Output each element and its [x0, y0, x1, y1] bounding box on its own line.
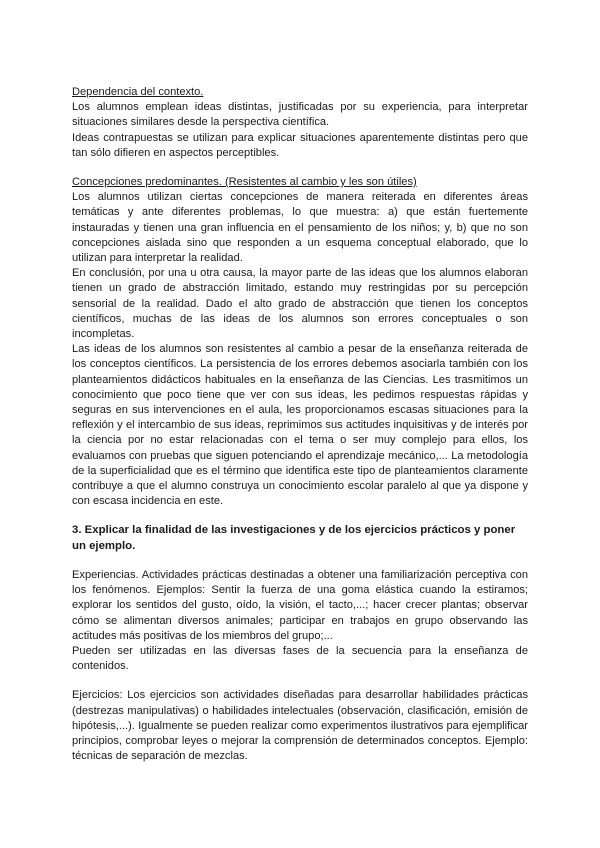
- paragraph: Ejercicios: Los ejercicios son actividades diseñadas para desarrollar habilidades prácticas (destrezas manipulativas) o habilidades intelectuales (observación, clasificación, emisión de hipótesis,...). Igualmente se pueden realizar como experimentos ilustrativos para ejemplificar principios, comprobar leyes o mejorar la comprensión de determinados conceptos. Ejemplo: técnicas de separación de mezclas.: [72, 689, 528, 763]
- paragraph: Ideas contrapuestas se utilizan para explicar situaciones aparentemente distintas pero que tan sólo difieren en aspectos perceptibles.: [72, 131, 528, 159]
- section-heading-conceptions: Concepciones predominantes. (Resistentes al cambio y les son útiles): [72, 176, 417, 189]
- document-body: [72, 85, 528, 764]
- paragraph: En conclusión, por una u otra causa, la mayor parte de las ideas que los alumnos elaboran tienen un grado de abstracción limitado, estando muy restringidas por su percepción sensorial de la realidad. Dado el alto grado de abstracción que tienen los conceptos científicos, muchas de las ideas de los alumnos son errores conceptuales o son incompletas.: [72, 267, 528, 341]
- spacer: [72, 509, 528, 523]
- paragraph: Los alumnos emplean ideas distintas, justificadas por su experiencia, para interpretar situaciones similares desde la perspectiva científica.: [72, 101, 528, 129]
- spacer: [72, 554, 528, 568]
- spacer: [72, 674, 528, 688]
- section-heading-context: Dependencia del contexto.: [72, 86, 204, 98]
- paragraph: Experiencias. Actividades prácticas destinadas a obtener una familiarización perceptiva con los fenómenos. Ejemplos: Sentir la fuerza de una goma elástica cuando la estiramos; explorar los sentidos del gusto, oído, la visión, el tacto,...; hacer crecer plantas; observar cómo se alimentan diversos animales; participar en trabajos en grupo observando las actitudes más positivas de los miembros del grupo;...: [72, 568, 528, 642]
- paragraph: Las ideas de los alumnos son resistentes al cambio a pesar de la enseñanza reiterada de los conceptos científicos. La persistencia de los errores debemos asociarla también con los planteamientos didácticos habituales en la enseñanza de las Ciencias. Les trasmitimos un conocimiento que poco tiene que ver con sus ideas, les pedimos respuestas rápidas y seguras en sus intervenciones en el aula, les proporcionamos escasas situaciones para la reflexión y el intercambio de sus ideas, reprimimos sus actitudes inquisitivas y de interés por la ciencia por no estar relacionadas con el tema o ser muy complejo para ellos, los evaluamos con pruebas que siguen potenciando el aprendizaje mecánico,... La metodología de la superficialidad que es el término que identifica este tipo de planteamientos claramente contribuye a que el alumno construya un conocimiento escolar paralelo al que ya dispone y con escasa incidencia en este.: [72, 343, 528, 508]
- paragraph: Pueden ser utilizadas en las diversas fases de la secuencia para la enseñanza de contenidos.: [72, 644, 528, 673]
- paragraph: Los alumnos utilizan ciertas concepciones de manera reiterada en diferentes áreas temáticas y ante diferentes problemas, lo que muestra: a) que están fuertemente instauradas y tienen una gran influencia en el pensamiento de los niños; y, b) que no son concepciones aislada sino que responden a un esquema conceptual elaborado, que lo utilizan para interpretar la realidad.: [72, 191, 528, 265]
- question-heading: 3. Explicar la finalidad de las investigaciones y de los ejercicios prácticos y poner un ejemplo.: [72, 524, 516, 552]
- spacer: [72, 161, 528, 175]
